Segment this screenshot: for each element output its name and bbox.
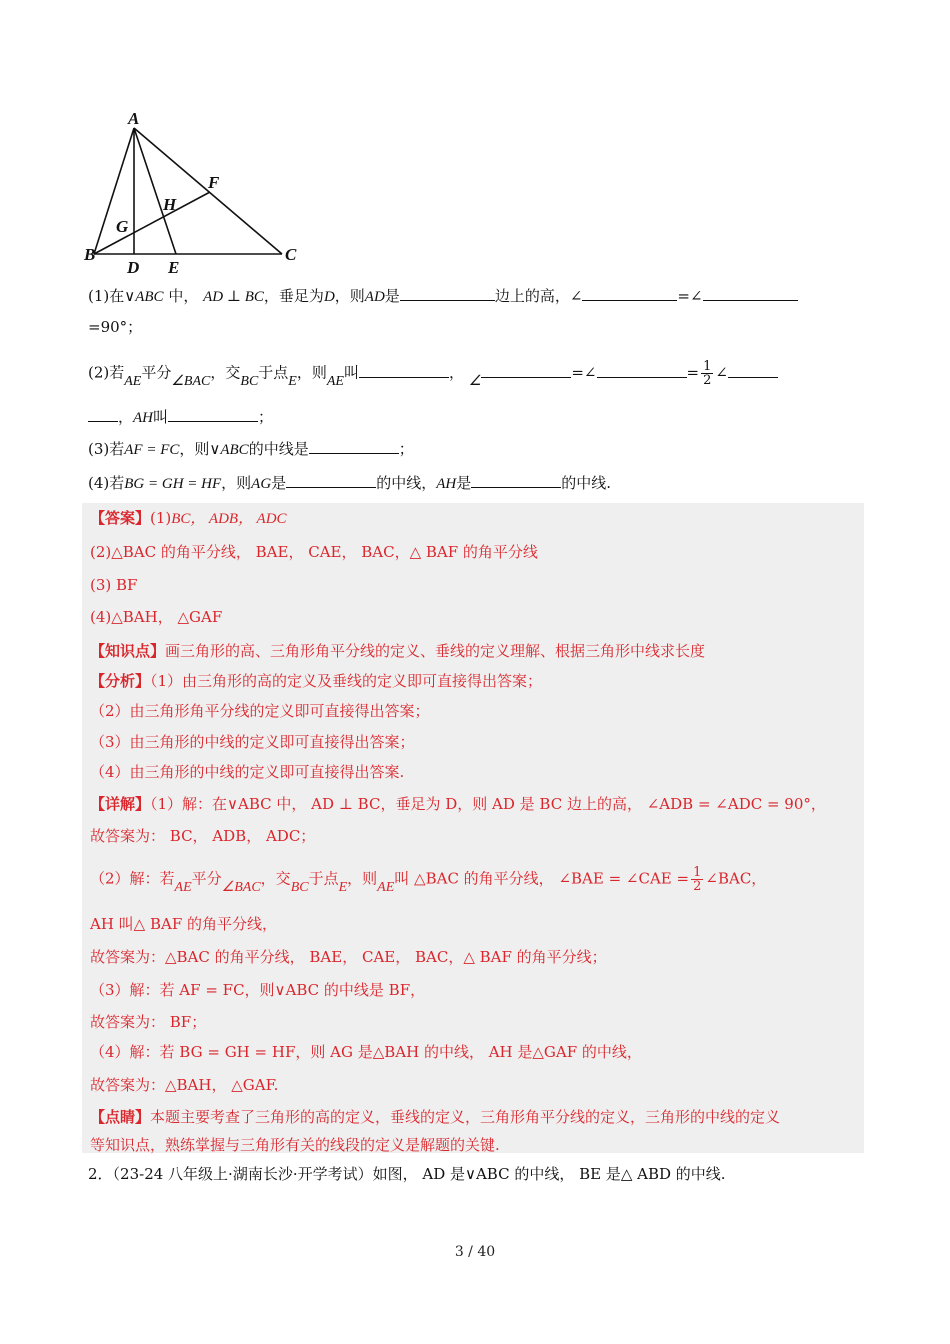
answer-blank — [88, 407, 118, 422]
knowledge-point: 【知识点】画三角形的高、三角形角平分线的定义、垂线的定义理解、根据三角形中线求长度 — [90, 642, 706, 660]
answer-blank — [728, 363, 778, 378]
answer-blank — [359, 363, 449, 378]
detail-line-5: 故答案为：△BAC 的角平分线， BAE， CAE， BAC，△ BAF 的角平分线； — [90, 948, 607, 966]
fraction-half: $\frac{1}{2}$ — [703, 359, 712, 388]
analysis-line-4: （4）由三角形的中线的定义即可直接得出答案. — [90, 763, 405, 781]
triangle-figure — [82, 108, 312, 278]
label-h: H — [163, 195, 177, 214]
analysis-line-2: （2）由三角形角平分线的定义即可直接得出答案； — [90, 702, 430, 720]
detail-line-2: 故答案为： BC， ADB， ADC； — [90, 827, 316, 845]
question-4: (4)若BG = GH = HF，则AG是 的中线，AH是 的中线. — [88, 474, 611, 492]
answer-blank — [400, 286, 495, 301]
detail-line-1: 【详解】（1）解：在∨ABC 中， AD ⊥ BC，垂足为 D，则 AD 是 BC 边上的高， ∠ADB = ∠ADC = 90°， — [90, 795, 826, 813]
page-number: 3 / 40 — [454, 1244, 496, 1260]
label-g: G — [116, 217, 129, 236]
answer-blank — [703, 286, 798, 301]
answer-blank — [597, 363, 687, 378]
question-1-line2: =90°； — [88, 318, 143, 336]
label-c: C — [285, 245, 297, 264]
answer-line-2: (2)△BAC 的角平分线， BAE， CAE， BAC，△ BAF 的角平分线 — [90, 543, 538, 561]
fraction-half: $\frac{1}{2}$ — [693, 865, 702, 894]
question-2-heading: 2．（23-24 八年级上·湖南长沙·开学考试）如图， AD 是∨ABC 的中线， BE 是△ ABD 的中线. — [88, 1165, 726, 1183]
label-e: E — [168, 258, 180, 277]
detail-line-8: （4）解：若 BG = GH = HF，则 AG 是△BAH 的中线， AH 是△GAF 的中线， — [90, 1043, 642, 1061]
analysis-line-1: 【分析】（1）由三角形的高的定义及垂线的定义即可直接得出答案； — [90, 672, 543, 690]
answer-blank — [286, 473, 376, 488]
detail-line-3: （2）解：若AE平分∠BAC，交BC于点E，则AE叫 △BAC 的角平分线， ∠BAE = ∠CAE = $\frac{1}{2}$ ∠BAC， — [90, 865, 767, 895]
label-a: A — [128, 109, 140, 128]
label-b: B — [84, 245, 96, 264]
answer-blank — [582, 286, 677, 301]
question-3: (3)若AF = FC，则∨ABC的中线是 ； — [88, 440, 414, 458]
detail-line-7: 故答案为： BF； — [90, 1013, 207, 1031]
question-2: (2)若AE平分∠BAC，交BC于点E，则AE叫 ， ∠ =∠ = $\frac{1}{2}$ ∠ — [88, 360, 778, 387]
question-2-line2: ，AH叫 ； — [88, 406, 273, 429]
answer-line-3: (3) BF — [90, 576, 138, 594]
detail-line-6: （3）解：若 AF = FC，则∨ABC 的中线是 BF， — [90, 981, 426, 999]
comment-line-2: 等知识点，熟练掌握与三角形有关的线段的定义是解题的关键. — [90, 1136, 500, 1154]
label-f: F — [208, 173, 220, 192]
answer-blank — [309, 439, 399, 454]
answer-line-4: (4)△BAH， △GAF — [90, 608, 223, 626]
comment-line-1: 【点睛】本题主要考查了三角形的高的定义，垂线的定义，三角形角平分线的定义，三角形的中线的定义 — [90, 1108, 781, 1126]
detail-line-4: AH 叫△ BAF 的角平分线， — [90, 915, 278, 933]
answer-line-1: 【答案】(1)BC， ADB， ADC — [90, 509, 287, 527]
label-d: D — [127, 258, 140, 277]
question-1: (1)在∨ABC 中， AD ⊥ BC，垂足为D，则AD是 边上的高，∠ =∠ — [88, 285, 798, 308]
detail-line-9: 故答案为：△BAH， △GAF. — [90, 1076, 279, 1094]
answer-blank — [168, 407, 258, 422]
answer-blank — [471, 473, 561, 488]
answer-blank — [481, 363, 571, 378]
analysis-line-3: （3）由三角形的中线的定义即可直接得出答案； — [90, 733, 415, 751]
